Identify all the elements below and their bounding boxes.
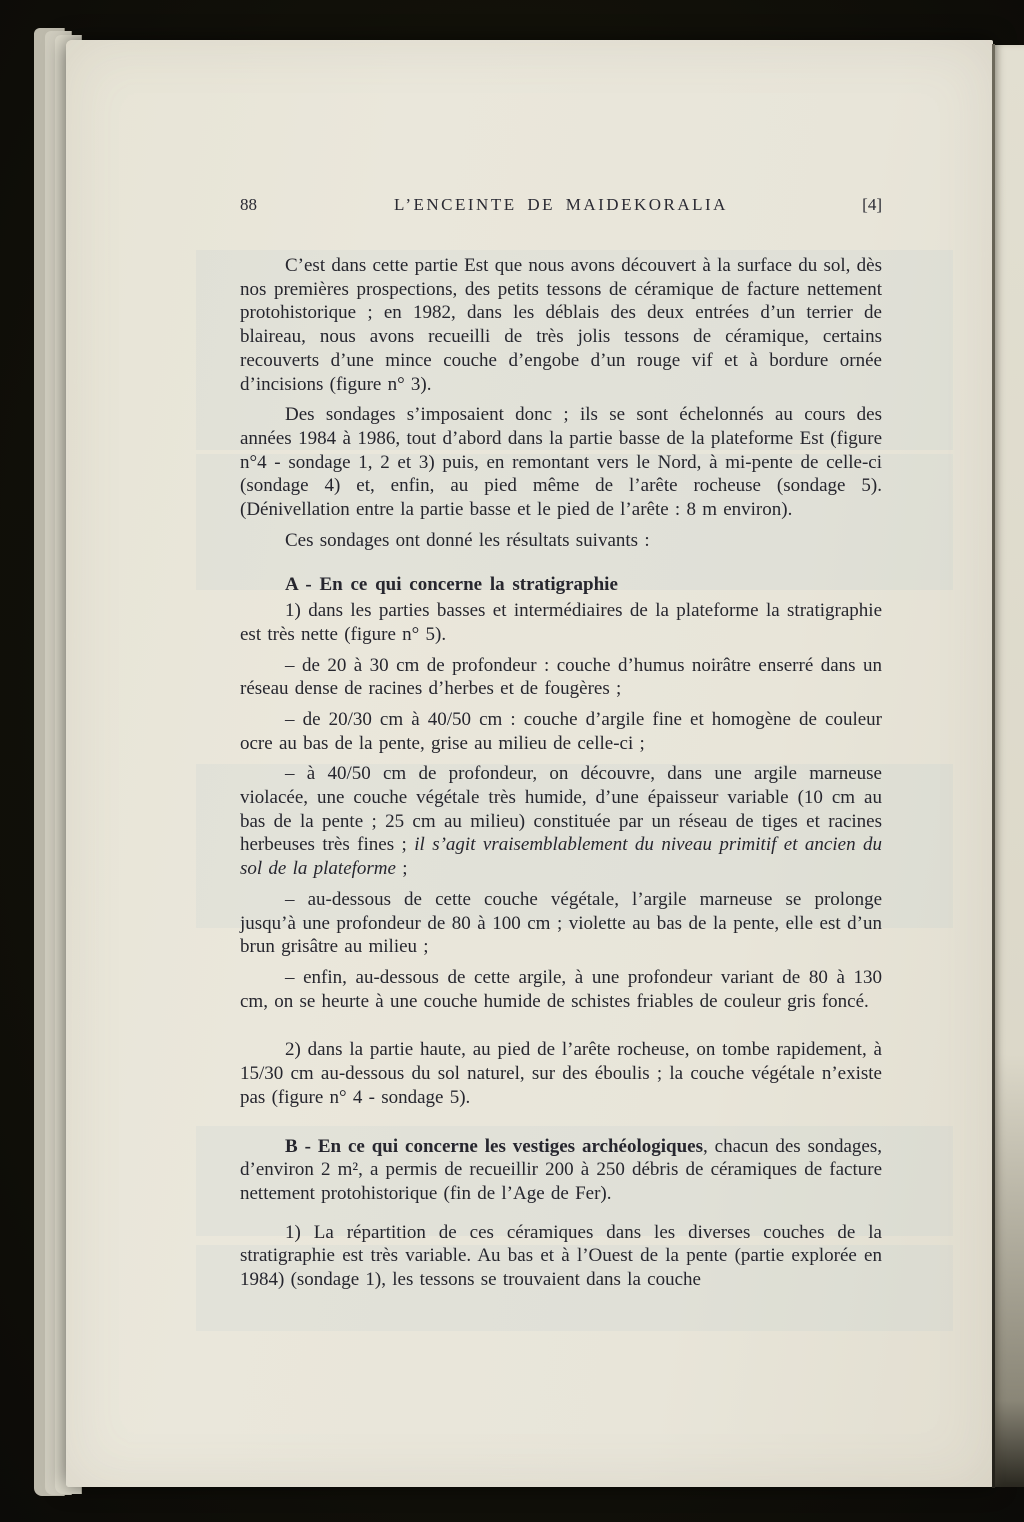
text-run: ; xyxy=(395,858,408,880)
italic-text-run: il s’agit vraisemblablement du niveau primitif et ancien du sol de la plateforme xyxy=(240,834,882,880)
running-title: L’ENCEINTE DE MAIDEKORALIA xyxy=(394,195,728,214)
section-heading-a xyxy=(240,573,882,597)
page-header xyxy=(240,195,882,215)
column-marker: [4] xyxy=(862,195,882,214)
bold-text-run: B - En ce qui concerne les vestiges archéologiques xyxy=(285,1135,703,1157)
paragraph xyxy=(240,254,882,396)
text-run: Ces sondages ont donné les résultats suivants : xyxy=(285,529,650,551)
text-run: – au-dessous de cette couche végétale, l’argile marneuse se prolonge jusqu’à une profondeur de 80 à 100 cm ; violette au bas de la pente, elle est d’un brun grisâtre au milieu ; xyxy=(240,888,882,958)
text-run: – enfin, au-dessous de cette argile, à une profondeur variant de 80 à 130 cm, on se heurte à une couche humide de schistes friables de couleur gris foncé. xyxy=(240,966,882,1012)
page-number: 88 xyxy=(240,195,257,214)
paragraph xyxy=(240,403,882,522)
text-run: C’est dans cette partie Est que nous avons découvert à la surface du sol, dès nos premières prospections, des petits tessons de céramique de facture nettement protohistorique ; en 1982, dans les déblais des deux entrées d’un terrier de blaireau, nous avons recueilli de très jolis tessons de céramique, certains recouverts d’une mince couche d’engobe d’un rouge vif et à bordure ornée d’incisions (figure n° 3). xyxy=(240,255,882,395)
text-run: 1) dans les parties basses et intermédiaires de la plateforme la stratigraphie est très nette (figure n° 5). xyxy=(240,600,882,645)
text-run: 1) La répartition de ces céramiques dans les diverses couches de la stratigraphie est très variable. Au bas et à l’Ouest de la pente (partie explorée en 1984) (sondage 1), les tessons se trouvaient dans la couche xyxy=(240,1221,882,1291)
paragraph xyxy=(240,1221,882,1292)
paragraph xyxy=(240,1038,882,1109)
list-item-paragraph xyxy=(240,888,882,959)
list-item-paragraph xyxy=(240,762,882,881)
list-item-paragraph xyxy=(240,708,882,755)
book-page xyxy=(66,40,993,1487)
text-run: Des sondages s’imposaient donc ; ils se sont échelonnés au cours des années 1984 à 1986, tout d’abord dans la partie basse de la plateforme Est (figure n°4 - sondage 1, 2 et 3) puis, en remontant vers le Nord, à mi-pente de celle-ci (sondage 4) et, enfin, au pied même de l’arête rocheuse (sondage 5). (Dénivellation entre la partie basse et le pied de l’arête : 8 m environ). xyxy=(240,404,882,521)
text-run: , chacun des sondages, d’environ 2 m², a permis de recueillir 200 à 250 débris de céramiques de facture nettement protohistorique (fin de l’Age de Fer). xyxy=(240,1135,883,1204)
paragraph xyxy=(240,529,882,553)
paragraph xyxy=(240,599,882,646)
section-heading-b-paragraph xyxy=(240,1135,882,1206)
list-item-paragraph xyxy=(240,966,882,1013)
text-run: A - En ce qui concerne la stratigraphie xyxy=(285,574,618,596)
text-run: – à 40/50 cm de profondeur, on découvre, dans une argile marneuse violacée, une couche végétale très humide, d’une épaisseur variable (10 cm au bas de la pente ; 25 cm au milieu) constituée par un réseau de tiges et racines herbeuses très fines ; xyxy=(240,763,882,856)
text-run: 2) dans la partie haute, au pied de l’arête rocheuse, on tombe rapidement, à 15/30 cm au-dessous du sol naturel, sur des éboulis ; la couche végétale n’existe pas (figure n° 4 - sondage 5). xyxy=(240,1039,882,1108)
text-run: – de 20/30 cm à 40/50 cm : couche d’argile fine et homogène de couleur ocre au bas de la pente, grise au milieu de celle-ci ; xyxy=(240,708,882,754)
next-page-edge xyxy=(995,45,1024,1487)
text-run: – de 20 à 30 cm de profondeur : couche d’humus noirâtre enserré dans un réseau dense de racines d’herbes et de fougères ; xyxy=(240,654,882,700)
page-body xyxy=(240,254,882,1299)
list-item-paragraph xyxy=(240,654,882,701)
